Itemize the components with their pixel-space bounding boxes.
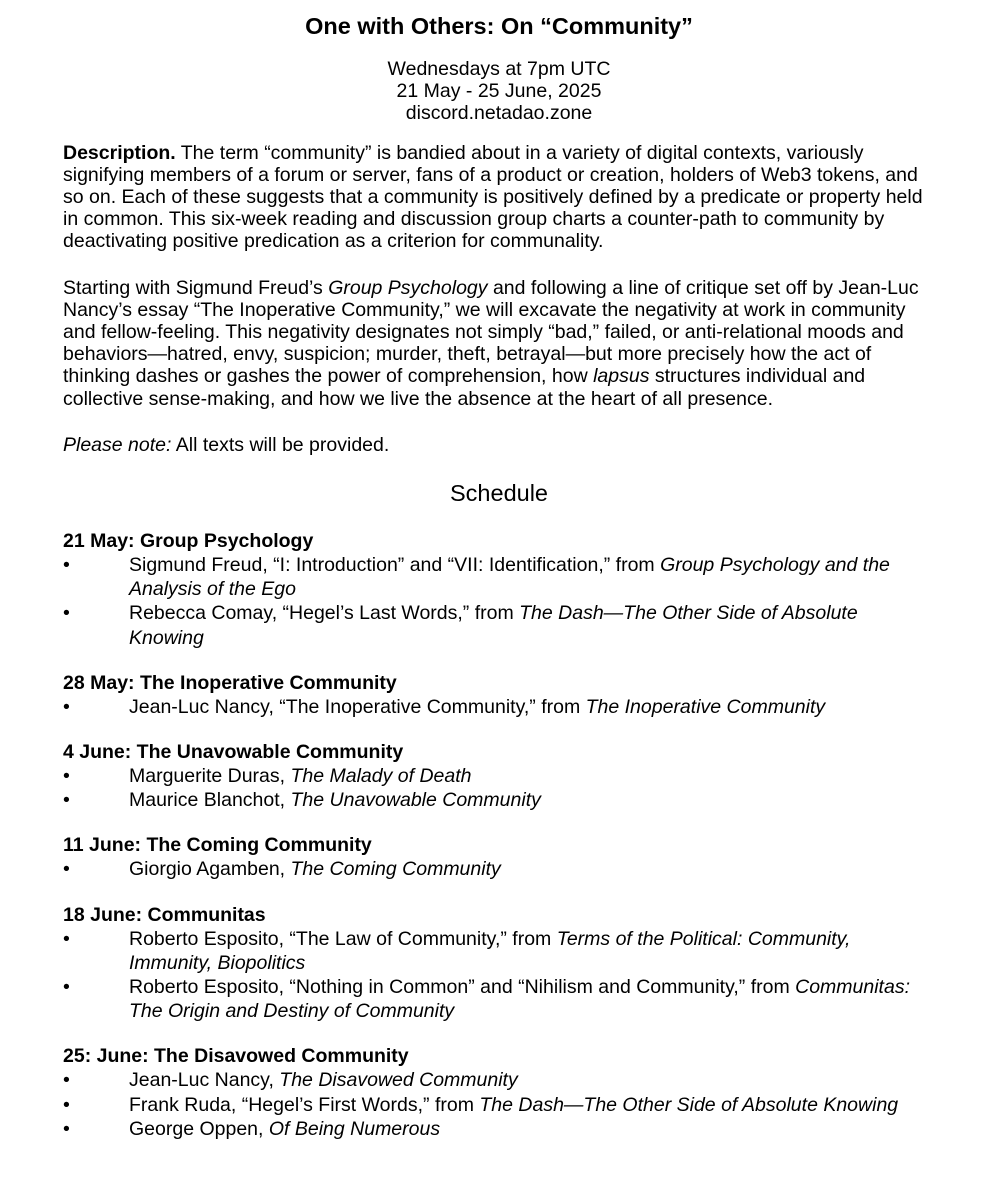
reading-list — [63, 1068, 935, 1141]
schedule-session — [63, 833, 935, 881]
reading-item — [63, 764, 935, 788]
reading-source-title: The Malady of Death — [290, 765, 472, 788]
schedule-title: Schedule — [450, 480, 548, 507]
bullet-icon: • — [63, 976, 70, 999]
reading-source-title: The Inoperative Community — [585, 695, 826, 718]
reading-author-text: Marguerite Duras, — [129, 765, 291, 788]
schedule-time: Wednesdays at 7pm UTC — [387, 58, 611, 80]
session-heading: 11 June: The Coming Community — [63, 834, 372, 857]
reading-list — [63, 927, 935, 1024]
document-page — [63, 0, 935, 1141]
event-meta — [63, 58, 935, 125]
schedule-session — [63, 1044, 935, 1141]
date-range: 21 May - 25 June, 2025 — [396, 80, 602, 103]
bullet-icon: • — [63, 765, 70, 788]
bullet-icon: • — [63, 554, 70, 577]
reading-source-title: The Dash—The Other Side of Absolute Knowing — [129, 602, 858, 649]
schedule-session — [63, 671, 935, 719]
reading-source-title: The Dash—The Other Side of Absolute Knowing — [479, 1093, 899, 1116]
schedule-session — [63, 740, 935, 812]
reading-item — [63, 857, 935, 881]
p2-text-c: and following a line of critique set off by Jean-Luc Nancy’s essay “The Inoperative Community,” we will excavate the negativity at work in community and fellow-feeling. This negativity designates not simply “bad,” failed, or anti-relational moods and behaviors—hatred, envy, suspicion; murder, theft, betrayal—but more precisely how the act of thinking dashes or gashes the power of comprehension, how — [63, 276, 919, 388]
session-heading: 28 May: The Inoperative Community — [63, 671, 397, 694]
reading-source-title: The Coming Community — [290, 858, 501, 881]
reading-source-title: Of Being Numerous — [268, 1117, 441, 1140]
bullet-icon: • — [63, 858, 70, 881]
reading-list — [63, 695, 935, 719]
reading-item — [63, 1093, 935, 1117]
session-heading: 21 May: Group Psychology — [63, 530, 314, 553]
schedule-session — [63, 903, 935, 1024]
reading-list — [63, 857, 935, 881]
description-text: The term “community” is bandied about in a variety of digital contexts, variously signifying members of a forum or server, fans of a product or creation, holders of Web3 tokens, and so on. Each of these suggests that a community is positively defined by a predicate or property held in common. This six-week reading and discussion group charts a counter-path to community by deactivating positive predication as a criterion for communality. — [63, 141, 923, 253]
reading-author-text: Frank Ruda, “Hegel’s First Words,” from — [129, 1093, 480, 1116]
bullet-icon: • — [63, 1117, 70, 1140]
reading-item — [63, 927, 935, 975]
session-heading: 25: June: The Disavowed Community — [63, 1045, 409, 1068]
reading-source-title: Terms of the Political: Community, Immunity, Biopolitics — [129, 927, 851, 974]
description-paragraph-2 — [63, 277, 935, 410]
session-heading: 18 June: Communitas — [63, 903, 266, 926]
description-paragraph — [63, 142, 935, 253]
reading-author-text: Jean-Luc Nancy, “The Inoperative Community,” from — [129, 695, 586, 718]
description-label: Description. — [63, 141, 176, 164]
reading-author-text: Giorgio Agamben, — [129, 858, 291, 881]
reading-author-text: Rebecca Comay, “Hegel’s Last Words,” from — [129, 602, 520, 625]
reading-item — [63, 975, 935, 1023]
reading-author-text: George Oppen, — [129, 1117, 269, 1140]
reading-source-title: The Unavowable Community — [290, 789, 541, 812]
bullet-icon: • — [63, 695, 70, 718]
p2-title-group-psychology: Group Psychology — [328, 276, 488, 299]
reading-author-text: Jean-Luc Nancy, — [129, 1069, 280, 1092]
reading-item — [63, 553, 935, 601]
reading-source-title: Communitas: The Origin and Destiny of Community — [129, 976, 910, 1023]
reading-author-text: Roberto Esposito, “Nothing in Common” and “Nihilism and Community,” from — [129, 976, 796, 999]
note-label: Please note: — [63, 433, 172, 456]
reading-item — [63, 601, 935, 649]
bullet-icon: • — [63, 1093, 70, 1116]
reading-list — [63, 553, 935, 650]
reading-item — [63, 788, 935, 812]
reading-source-title: Group Psychology and the Analysis of the Ego — [129, 554, 890, 601]
bullet-icon: • — [63, 602, 70, 625]
reading-item — [63, 695, 935, 719]
session-heading: 4 June: The Unavowable Community — [63, 741, 404, 764]
schedule-list — [63, 529, 935, 1141]
reading-author-text: Sigmund Freud, “I: Introduction” and “VII: Identification,” from — [129, 554, 661, 577]
p2-text-a: Starting with Sigmund Freud’s — [63, 276, 329, 299]
p2-text-e: structures individual and collective sense-making, and how we live the absence at the heart of all presence. — [63, 365, 866, 410]
note-paragraph — [63, 434, 935, 456]
bullet-icon: • — [63, 789, 70, 812]
bullet-icon: • — [63, 1069, 70, 1092]
page-title: One with Others: On “Community” — [305, 13, 693, 39]
schedule-session — [63, 529, 935, 650]
reading-item — [63, 1117, 935, 1141]
reading-source-title: The Disavowed Community — [279, 1069, 518, 1092]
note-text: All texts will be provided. — [171, 433, 390, 456]
location: discord.netadao.zone — [405, 102, 593, 125]
bullet-icon: • — [63, 927, 70, 950]
reading-item — [63, 1068, 935, 1092]
reading-list — [63, 764, 935, 812]
reading-author-text: Roberto Esposito, “The Law of Community,” from — [129, 927, 557, 950]
p2-term-lapsus: lapsus — [593, 365, 650, 388]
reading-author-text: Maurice Blanchot, — [129, 789, 291, 812]
